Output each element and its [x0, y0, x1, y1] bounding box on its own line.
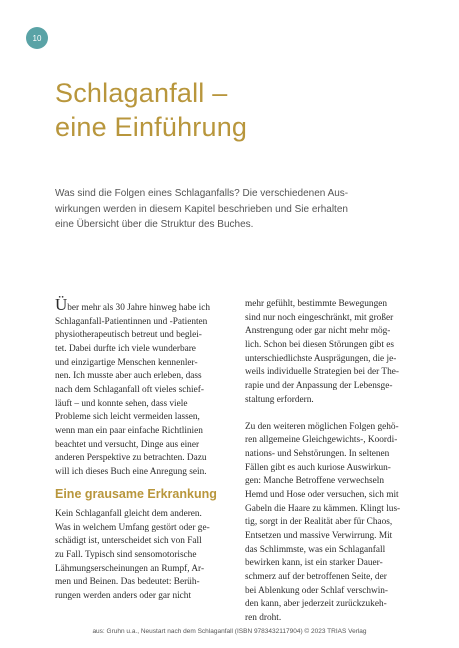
text-line: sind nur noch eingeschränkt, mit großer	[245, 312, 394, 323]
text-line: nations- und Sehstörungen. In seltenen	[245, 449, 390, 460]
text-line: gen: Manche Betroffene verwechseln	[245, 476, 384, 487]
text-line: das Schlimmste, was ein Schlaganfall	[245, 544, 386, 555]
text-line-rest: ber mehr als 30 Jahre hinweg habe ich	[67, 303, 211, 313]
section-heading: Eine grausame Erkrankung	[55, 487, 217, 501]
text-line: den kann, aber jederzeit zurückzukeh-	[245, 599, 387, 610]
text-line: Schlaganfall-Patientinnen und -Patienten	[55, 316, 208, 327]
text-line: Was in welchem Umfang gestört oder ge-	[55, 522, 210, 533]
text-line: lich. Schon bei diesen Störungen gibt es	[245, 339, 394, 350]
text-line: tig, sorgt in der Realität aber für Chaos,	[245, 517, 393, 528]
text-line: physiotherapeutisch betreut und beglei-	[55, 330, 202, 341]
text-line: Kein Schlaganfall gleicht dem anderen.	[55, 509, 202, 519]
intro-line: wirkungen werden in diesem Kapitel beschrieben und Sie erhalten	[55, 203, 348, 215]
text-line: nen. Ich musste aber auch erleben, dass	[55, 371, 202, 382]
text-line: bei Ablenkung oder Schlaf verschwin-	[245, 585, 389, 596]
text-line: läuft – und konnte sehen, dass viele	[55, 398, 188, 409]
text-line: rapie und der Anpassung der Lebensge-	[245, 380, 393, 391]
text-line: wenn man ein paar einfache Richtlinien	[55, 425, 203, 436]
text-line: bewirken kann, ist ein starker Dauer-	[245, 558, 383, 569]
chapter-intro	[55, 186, 400, 233]
text-line: unterschiedlichste Ausprägungen, die je-	[245, 353, 397, 364]
text-line: Entsetzen und massive Verwirrung. Mit	[245, 531, 393, 541]
page-footer-citation: aus: Gruhn u.a., Neustart nach dem Schlaganfall (ISBN 9783432117904) © 2023 TRIAS Verlag	[92, 628, 367, 635]
drop-cap: Ü	[55, 295, 68, 314]
intro-line: eine Übersicht über die Struktur des Buches.	[55, 219, 254, 230]
text-line: zu Fall. Typisch sind sensomotorische	[55, 549, 197, 560]
text-line: Gabeln die Haare zu kämmen. Klingt lus-	[245, 503, 401, 514]
left-column-section-text	[55, 508, 220, 604]
intro-line: Was sind die Folgen eines Schlaganfalls? Die verschiedenen Aus-	[55, 188, 349, 199]
text-line: schädigt ist, unterscheidet sich von Fall	[55, 536, 202, 547]
text-line: schmerz auf der betroffenen Seite, der	[245, 571, 387, 582]
text-line: tet. Dabei durfte ich viele wunderbare	[55, 343, 196, 354]
chapter-title-line: Schlaganfall –	[55, 78, 228, 108]
text-line	[55, 295, 215, 316]
text-line: Probleme sich leicht vermeiden lassen,	[55, 412, 200, 423]
text-line: men und Beinen. Das bedeutet: Berüh-	[55, 577, 200, 588]
text-line: Fällen gibt es auch kuriose Auswirkun-	[245, 462, 391, 473]
text-line: staltung erfordern.	[245, 394, 314, 405]
text-line: ren droht.	[245, 612, 282, 623]
page-number-badge: 10	[26, 27, 48, 49]
text-line: Hemd und Hose oder versuchen, sich mit	[245, 490, 399, 501]
text-line: mehr gefühlt, bestimmte Bewegungen	[245, 299, 387, 309]
right-column-text	[245, 298, 405, 626]
paragraph-gap	[245, 407, 405, 421]
text-line: Zu den weiteren möglichen Folgen gehö-	[245, 421, 399, 432]
text-line: will ich dieses Buch eine Anregung sein.	[55, 466, 207, 477]
text-line: weils individuelle Strategien bei der The-	[245, 367, 399, 378]
text-line: nach dem Schlaganfall oft vieles schief-	[55, 384, 204, 395]
text-line: Anstrengung oder gar nicht mehr mög-	[245, 326, 391, 337]
chapter-title	[55, 76, 385, 144]
left-column-text	[55, 295, 215, 480]
text-line: anderen Perspektive zu betrachten. Dazu	[55, 453, 207, 464]
text-line: beachtet und versucht, Dinge aus einer	[55, 439, 200, 450]
chapter-title-line: eine Einführung	[55, 112, 248, 142]
text-line: und einzigartige Menschen kennenler-	[55, 357, 198, 368]
text-line: ren allgemeine Gleichgewichts-, Koordi-	[245, 435, 398, 446]
text-line: rungen werden anders oder gar nicht	[55, 590, 192, 601]
text-line: Lähmungserscheinungen an Rumpf, Ar-	[55, 563, 205, 574]
